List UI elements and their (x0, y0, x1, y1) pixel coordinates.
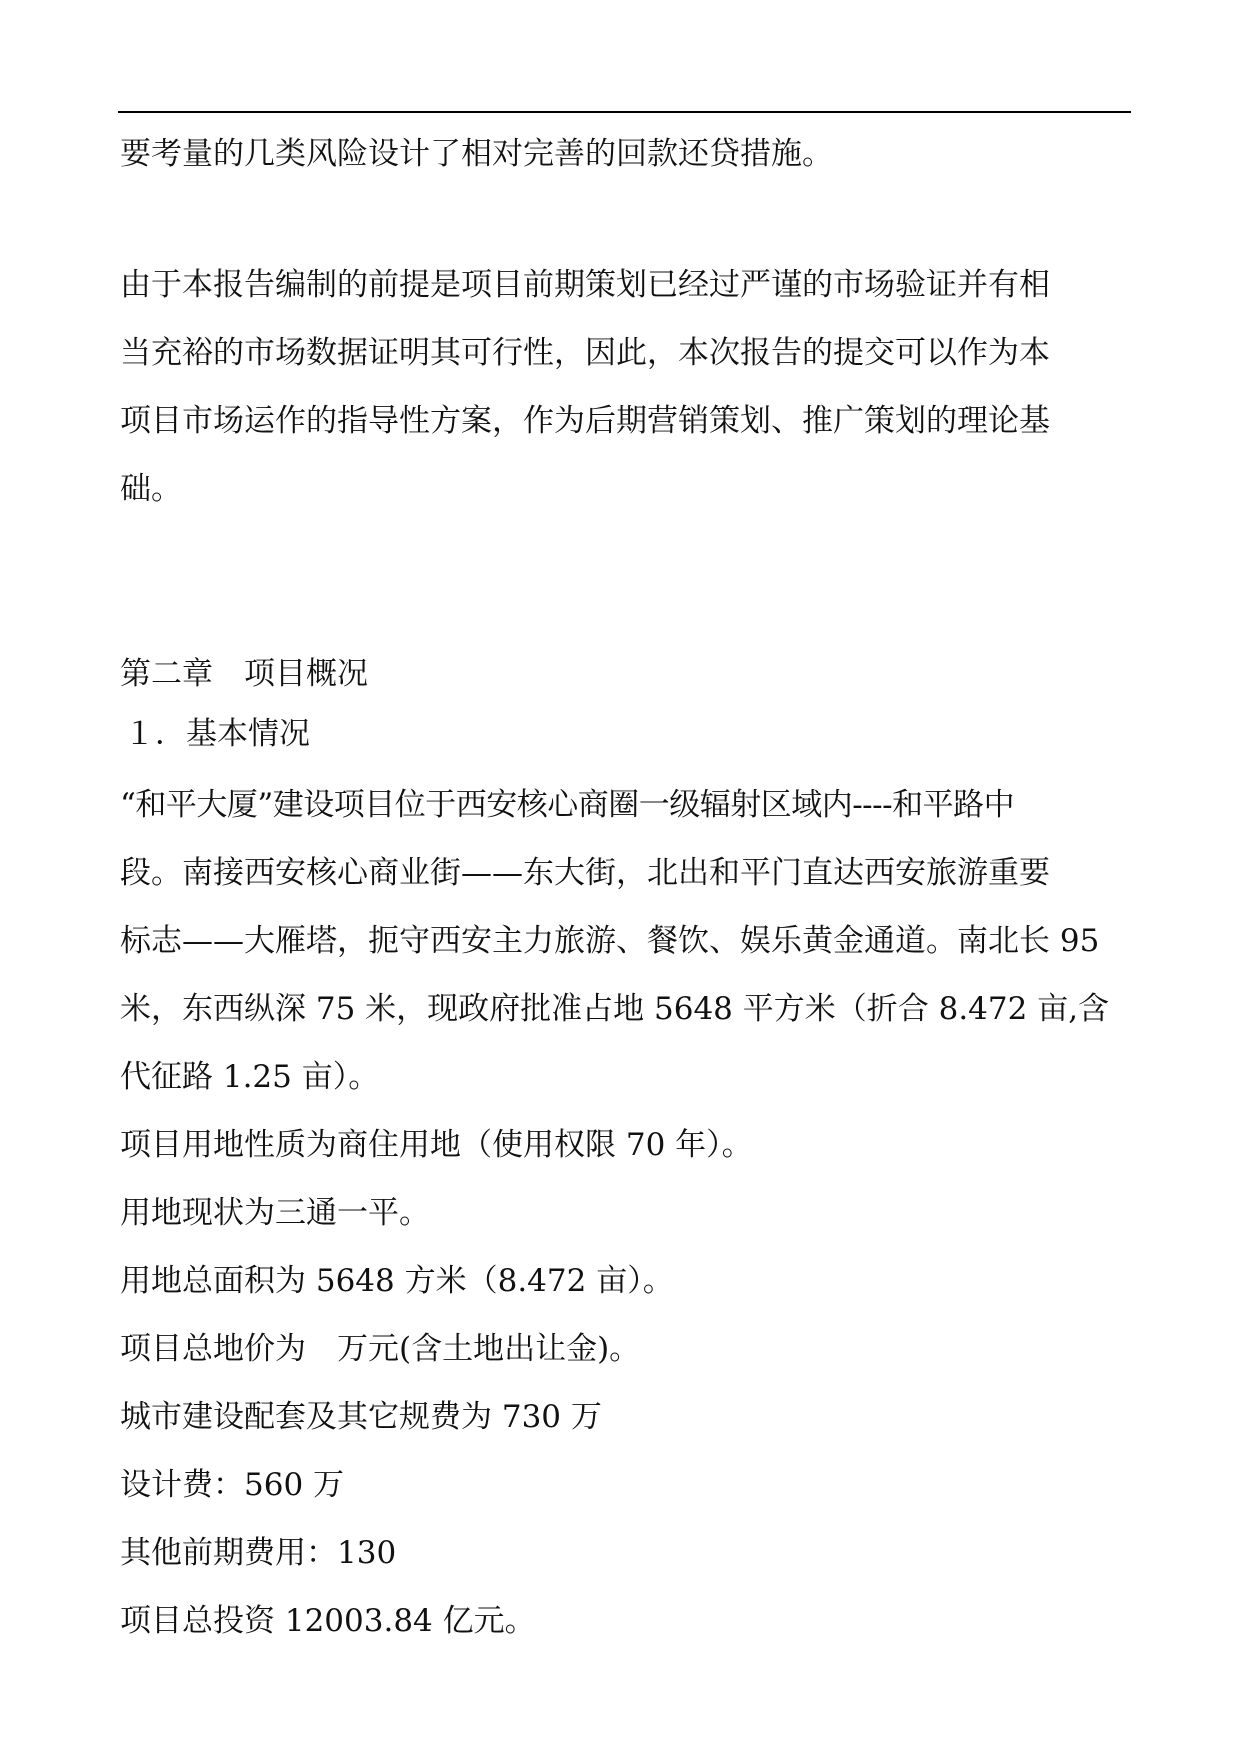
text-line: 设计费：560 万 (120, 1467, 345, 1503)
text-line: 项目总地价为 万元(含土地出让金)。 (120, 1331, 641, 1367)
text-line: 项目总投资 12003.84 亿元。 (120, 1603, 536, 1639)
section-heading (124, 704, 1134, 764)
text-line: 其他前期费用：130 (120, 1535, 397, 1571)
text-line: 用地总面积为 5648 方米（8.472 亩）。 (120, 1263, 674, 1299)
header-rule (118, 111, 1131, 113)
text-line: 项目市场运作的指导性方案，作为后期营销策划、推广策划的理论基 (120, 403, 1050, 439)
chapter-heading (120, 644, 1130, 704)
text-line: 础。 (120, 471, 182, 507)
text-line: 要考量的几类风险设计了相对完善的回款还贷措施。 (120, 136, 833, 172)
text-line: 段。南接西安核心商业街——东大街，北出和平门直达西安旅游重要 (120, 855, 1050, 891)
paragraph-report-premise (120, 251, 1130, 523)
text-line: 米，东西纵深 75 米，现政府批准占地 5648 平方米（折合 8.472 亩,含 (120, 991, 1110, 1027)
text-line: 代征路 1.25 亩）。 (120, 1059, 380, 1095)
paragraph-risk-measures (120, 124, 1130, 184)
chapter-title: 第二章 项目概况 (120, 656, 368, 692)
text-line: “和平大厦”建设项目位于西安核心商圈一级辐射区域内----和平路中 (120, 787, 1015, 823)
text-line: 项目用地性质为商住用地（使用权限 70 年）。 (120, 1127, 753, 1163)
section-title: １．基本情况 (124, 716, 310, 752)
text-line: 城市建设配套及其它规费为 730 万 (120, 1399, 602, 1435)
text-line: 由于本报告编制的前提是项目前期策划已经过严谨的市场验证并有相 (120, 267, 1050, 303)
project-overview-body (120, 771, 1130, 1655)
text-line: 标志——大雁塔，扼守西安主力旅游、餐饮、娱乐黄金通道。南北长 95 (120, 923, 1100, 959)
text-line: 用地现状为三通一平。 (120, 1195, 430, 1231)
text-line: 当充裕的市场数据证明其可行性，因此，本次报告的提交可以作为本 (120, 335, 1050, 371)
